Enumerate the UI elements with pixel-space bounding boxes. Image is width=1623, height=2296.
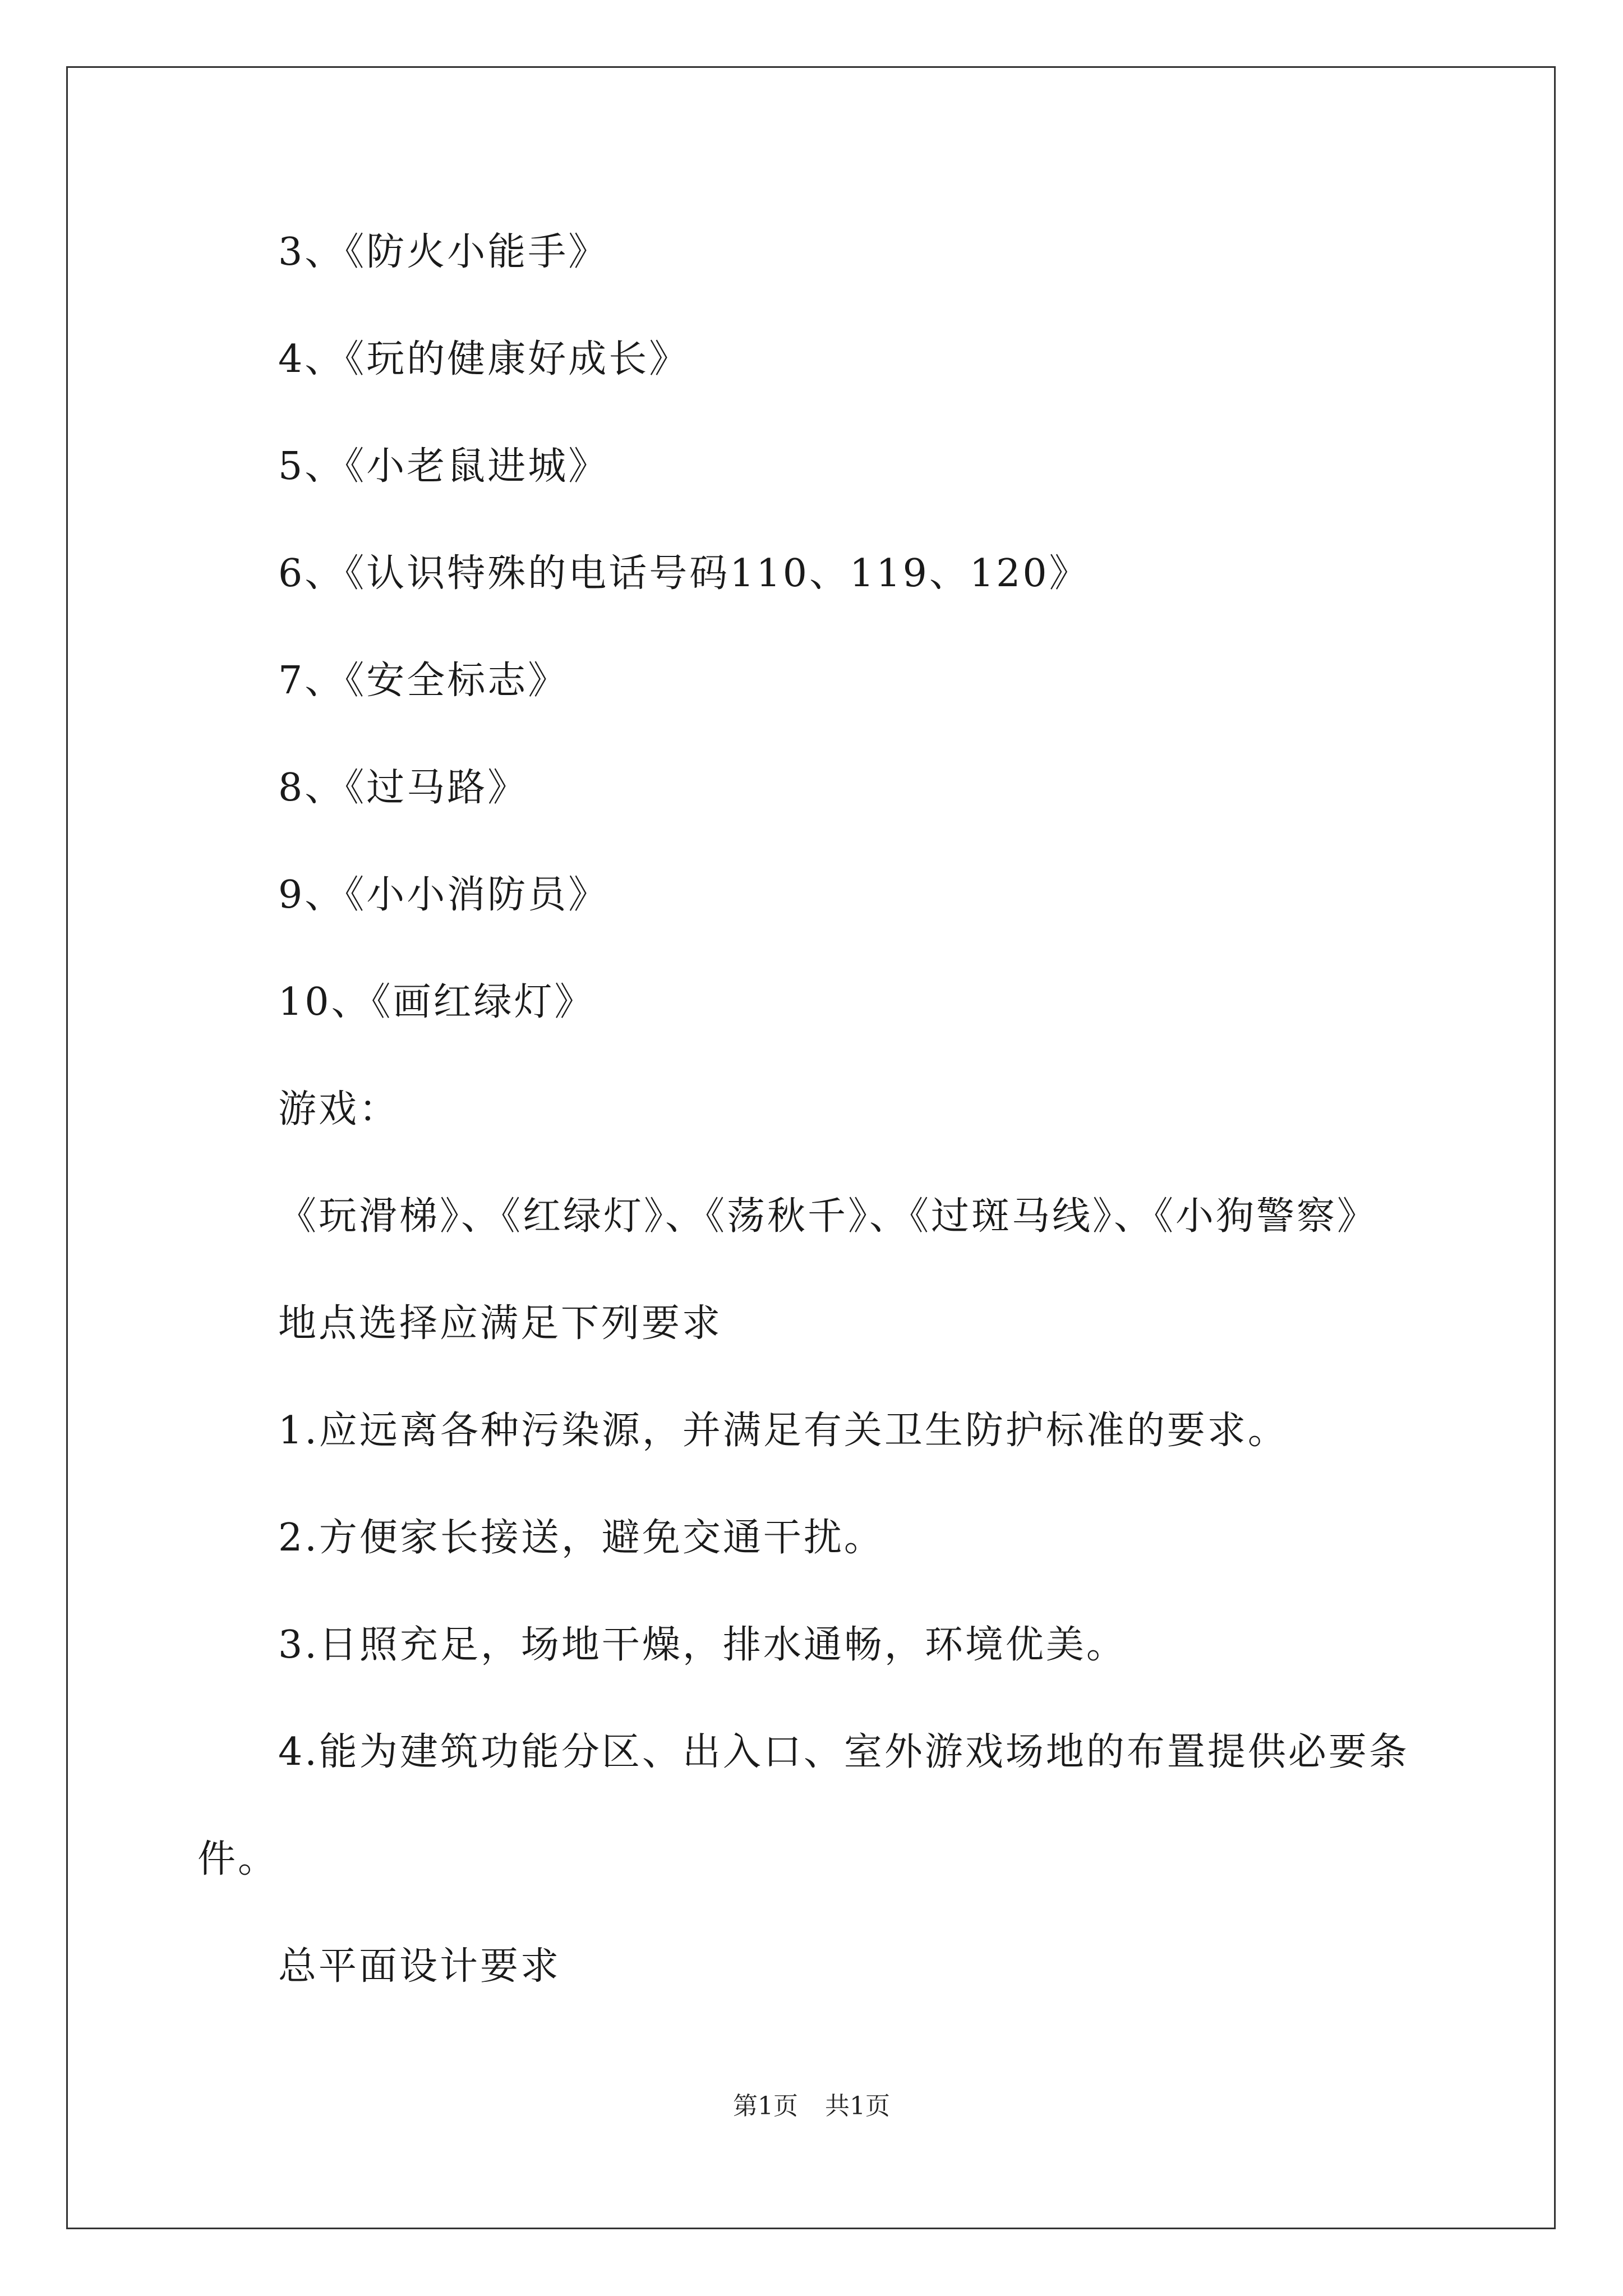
text-line: 10、《画红绿灯》 [278,980,595,1024]
text-line: 3.日照充足，场地干燥，排水通畅，环境优美。 [278,1623,1127,1667]
text-line: 7、《安全标志》 [278,659,569,703]
page-number: 第1页 [733,2092,798,2120]
text-line: 《玩滑梯》、《红绿灯》、《荡秋千》、《过斑马线》、《小狗警察》 [278,1194,1378,1239]
text-line: 5、《小老鼠进城》 [278,444,609,489]
section-heading: 游戏： [278,1087,400,1131]
text-line: 4.能为建筑功能分区、出入口、室外游戏场地的布置提供必要条 [278,1730,1409,1774]
section-heading: 总平面设计要求 [278,1944,561,1989]
text-line: 8、《过马路》 [278,766,528,810]
text-line: 3、《防火小能手》 [278,230,609,274]
text-line: 9、《小小消防员》 [278,873,609,917]
page-footer [0,2090,1623,2123]
text-line: 4、《玩的健康好成长》 [278,337,690,381]
text-line: 2.方便家长接送，避免交通干扰。 [278,1516,884,1560]
text-line: 6、《认识特殊的电话号码110、119、120》 [278,551,1090,596]
text-line-continuation: 件。 [197,1837,279,1881]
text-line: 1.应远离各种污染源，并满足有关卫生防护标准的要求。 [278,1409,1288,1453]
section-heading: 地点选择应满足下列要求 [278,1301,723,1346]
page-total: 共1页 [825,2092,890,2120]
